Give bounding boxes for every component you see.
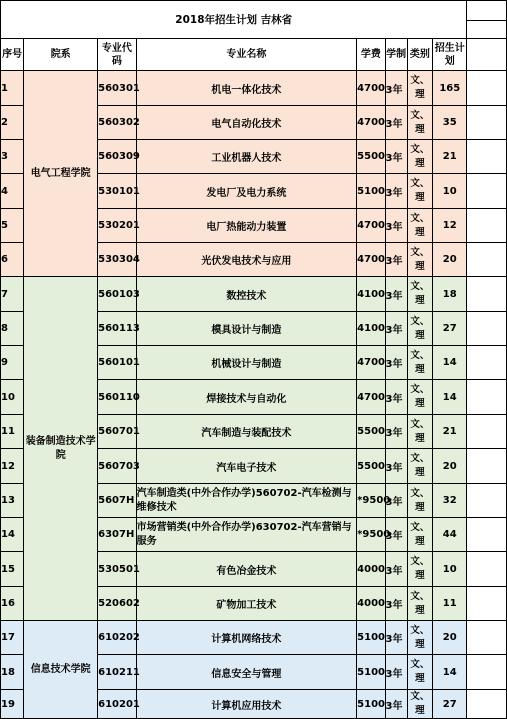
admission-category: 文、理 — [407, 346, 432, 380]
header-fee: 学费 — [357, 39, 385, 71]
tuition-fee: 4700 — [357, 106, 385, 140]
enrollment-plan: 165 — [433, 71, 467, 106]
row-index: 14 — [1, 518, 24, 552]
study-years: 3年 — [385, 587, 407, 621]
row-index: 11 — [1, 415, 24, 449]
major-name: 焊接技术与自动化 — [136, 380, 357, 415]
admission-category: 文、理 — [407, 690, 432, 719]
enrollment-plan: 20 — [433, 449, 467, 484]
empty-cell — [467, 380, 507, 415]
tuition-fee: 4000 — [357, 552, 385, 587]
major-code: 560101 — [98, 346, 136, 380]
major-name: 信息安全与管理 — [136, 655, 357, 690]
major-name: 发电厂及电力系统 — [136, 174, 357, 209]
header-code: 专业代码 — [98, 39, 136, 71]
enrollment-plan: 11 — [433, 587, 467, 621]
study-years: 3年 — [385, 484, 407, 518]
study-years: 3年 — [385, 140, 407, 174]
major-name: 市场营销类(中外合作办学)630702-汽车营销与服务 — [136, 518, 357, 552]
major-code: 610211 — [98, 655, 136, 690]
empty-cell — [467, 690, 507, 719]
empty-cell — [467, 312, 507, 346]
major-code: 560703 — [98, 449, 136, 484]
table-row — [1, 71, 507, 106]
empty-cell — [467, 39, 507, 71]
row-index: 19 — [1, 690, 24, 719]
major-name: 模具设计与制造 — [136, 312, 357, 346]
admission-category: 文、理 — [407, 449, 432, 484]
header-plan: 招生计划 — [433, 39, 467, 71]
enrollment-plan: 20 — [433, 621, 467, 655]
major-code: 560113 — [98, 312, 136, 346]
study-years: 3年 — [385, 449, 407, 484]
enrollment-plan: 10 — [433, 174, 467, 209]
major-name: 工业机器人技术 — [136, 140, 357, 174]
major-code: 560301 — [98, 71, 136, 106]
enrollment-plan: 21 — [433, 140, 467, 174]
row-index: 6 — [1, 243, 24, 277]
tuition-fee: 4100 — [357, 312, 385, 346]
major-name: 计算机应用技术 — [136, 690, 357, 719]
admission-category: 文、理 — [407, 312, 432, 346]
tuition-fee: 5100 — [357, 690, 385, 719]
admission-category: 文、理 — [407, 621, 432, 655]
major-code: 560103 — [98, 277, 136, 312]
empty-cell — [467, 243, 507, 277]
tuition-fee: 4700 — [357, 243, 385, 277]
admission-category: 文、理 — [407, 518, 432, 552]
study-years: 3年 — [385, 106, 407, 140]
dept-electrical: 电气工程学院 — [24, 71, 98, 277]
study-years: 3年 — [385, 518, 407, 552]
enrollment-plan: 32 — [433, 484, 467, 518]
enrollment-plan: 18 — [433, 277, 467, 312]
admission-category: 文、理 — [407, 380, 432, 415]
table-row — [1, 277, 507, 312]
row-index: 3 — [1, 140, 24, 174]
study-years: 3年 — [385, 71, 407, 106]
tuition-fee: 4700 — [357, 71, 385, 106]
row-index: 18 — [1, 655, 24, 690]
major-name: 光伏发电技术与应用 — [136, 243, 357, 277]
row-index: 12 — [1, 449, 24, 484]
major-code: 560309 — [98, 140, 136, 174]
admission-category: 文、理 — [407, 415, 432, 449]
tuition-fee: 4000 — [357, 587, 385, 621]
empty-cell — [467, 552, 507, 587]
row-index: 2 — [1, 106, 24, 140]
admission-category: 文、理 — [407, 587, 432, 621]
tuition-fee: 4700 — [357, 380, 385, 415]
dept-equipment: 装备制造技术学院 — [24, 277, 98, 621]
enrollment-plan: 10 — [433, 552, 467, 587]
empty-cell — [467, 518, 507, 552]
empty-cell — [467, 21, 507, 39]
tuition-fee: 5100 — [357, 655, 385, 690]
tuition-fee: 5500 — [357, 140, 385, 174]
row-index: 13 — [1, 484, 24, 518]
empty-cell — [467, 415, 507, 449]
enrollment-plan: 14 — [433, 346, 467, 380]
major-code: 530501 — [98, 552, 136, 587]
study-years: 3年 — [385, 552, 407, 587]
major-name: 有色冶金技术 — [136, 552, 357, 587]
admission-category: 文、理 — [407, 209, 432, 243]
major-name: 机电一体化技术 — [136, 71, 357, 106]
tuition-fee: *9500 — [357, 518, 385, 552]
empty-cell — [467, 587, 507, 621]
admission-category: 文、理 — [407, 655, 432, 690]
header-index: 序号 — [1, 39, 24, 71]
tuition-fee: 5500 — [357, 415, 385, 449]
major-code: 560110 — [98, 380, 136, 415]
empty-cell — [467, 1, 507, 21]
row-index: 4 — [1, 174, 24, 209]
admission-category: 文、理 — [407, 243, 432, 277]
header-category: 类别 — [407, 39, 432, 71]
major-code: 610201 — [98, 690, 136, 719]
tuition-fee: 5100 — [357, 174, 385, 209]
major-code: 5607H — [98, 484, 136, 518]
study-years: 3年 — [385, 174, 407, 209]
row-index: 17 — [1, 621, 24, 655]
admission-category: 文、理 — [407, 484, 432, 518]
tuition-fee: 5500 — [357, 449, 385, 484]
major-name: 机械设计与制造 — [136, 346, 357, 380]
empty-cell — [467, 209, 507, 243]
empty-cell — [467, 106, 507, 140]
study-years: 3年 — [385, 380, 407, 415]
enrollment-plan: 35 — [433, 106, 467, 140]
major-code: 530304 — [98, 243, 136, 277]
empty-cell — [467, 346, 507, 380]
major-code: 530101 — [98, 174, 136, 209]
tuition-fee: *9500 — [357, 484, 385, 518]
major-code: 530201 — [98, 209, 136, 243]
empty-cell — [467, 71, 507, 106]
admission-category: 文、理 — [407, 174, 432, 209]
study-years: 3年 — [385, 277, 407, 312]
study-years: 3年 — [385, 621, 407, 655]
enrollment-plan: 20 — [433, 243, 467, 277]
header-major: 专业名称 — [136, 39, 357, 71]
admission-category: 文、理 — [407, 277, 432, 312]
empty-cell — [467, 174, 507, 209]
enrollment-plan: 21 — [433, 415, 467, 449]
empty-cell — [467, 140, 507, 174]
major-code: 520602 — [98, 587, 136, 621]
empty-cell — [467, 484, 507, 518]
empty-cell — [467, 277, 507, 312]
sheet-title: 2018年招生计划 吉林省 — [1, 1, 467, 39]
major-name: 汽车制造类(中外合作办学)560702-汽车检测与维修技术 — [136, 484, 357, 518]
row-index: 8 — [1, 312, 24, 346]
table-row — [1, 621, 507, 655]
row-index: 9 — [1, 346, 24, 380]
study-years: 3年 — [385, 312, 407, 346]
row-index: 15 — [1, 552, 24, 587]
study-years: 3年 — [385, 655, 407, 690]
admission-category: 文、理 — [407, 140, 432, 174]
enrollment-plan: 14 — [433, 380, 467, 415]
enrollment-plan: 12 — [433, 209, 467, 243]
empty-cell — [467, 621, 507, 655]
admission-category: 文、理 — [407, 106, 432, 140]
enrollment-plan: 14 — [433, 655, 467, 690]
major-name: 数控技术 — [136, 277, 357, 312]
study-years: 3年 — [385, 346, 407, 380]
study-years: 3年 — [385, 209, 407, 243]
tuition-fee: 4700 — [357, 209, 385, 243]
study-years: 3年 — [385, 690, 407, 719]
major-name: 电气自动化技术 — [136, 106, 357, 140]
study-years: 3年 — [385, 243, 407, 277]
major-code: 6307H — [98, 518, 136, 552]
header-dept: 院系 — [24, 39, 98, 71]
enrollment-plan: 27 — [433, 312, 467, 346]
empty-cell — [467, 655, 507, 690]
enrollment-plan: 27 — [433, 690, 467, 719]
empty-cell — [467, 449, 507, 484]
admission-category: 文、理 — [407, 552, 432, 587]
enrollment-plan: 44 — [433, 518, 467, 552]
tuition-fee: 4700 — [357, 346, 385, 380]
dept-info: 信息技术学院 — [24, 621, 98, 719]
admission-category: 文、理 — [407, 71, 432, 106]
row-index: 7 — [1, 277, 24, 312]
tuition-fee: 4100 — [357, 277, 385, 312]
major-name: 计算机网络技术 — [136, 621, 357, 655]
row-index: 5 — [1, 209, 24, 243]
major-code: 610202 — [98, 621, 136, 655]
major-name: 汽车制造与装配技术 — [136, 415, 357, 449]
row-index: 16 — [1, 587, 24, 621]
major-name: 汽车电子技术 — [136, 449, 357, 484]
header-years: 学制 — [385, 39, 407, 71]
row-index: 10 — [1, 380, 24, 415]
major-code: 560701 — [98, 415, 136, 449]
tuition-fee: 5100 — [357, 621, 385, 655]
major-code: 560302 — [98, 106, 136, 140]
row-index: 1 — [1, 71, 24, 106]
study-years: 3年 — [385, 415, 407, 449]
major-name: 矿物加工技术 — [136, 587, 357, 621]
major-name: 电厂热能动力装置 — [136, 209, 357, 243]
